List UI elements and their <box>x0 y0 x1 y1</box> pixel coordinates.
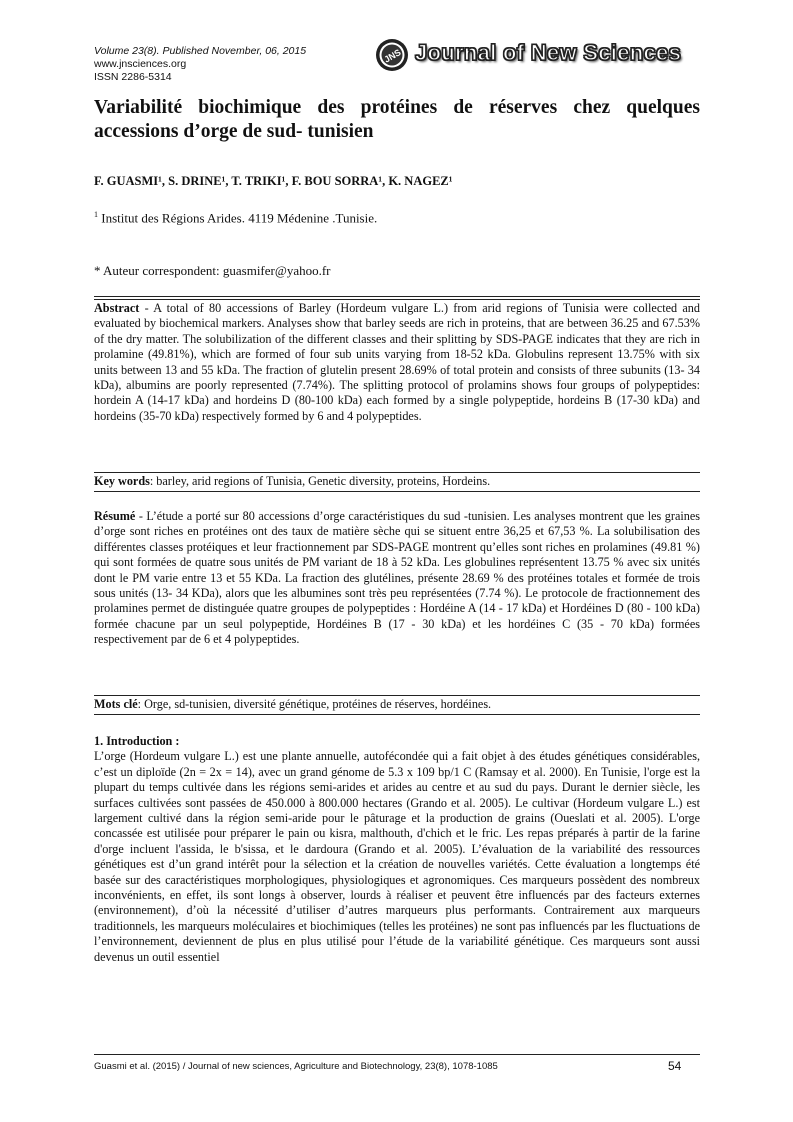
introduction-text: L’orge (Hordeum vulgare L.) est une plante annuelle, autofécondée qui a fait objet à des études génétiques considérables, c’est un diploïde (2n = 2x = 14), avec un grand génome de 5.3 x 109 bp/1 C (Ramsay et al. 2000). En Tunisie, l'orge est la plupart du temps cultivée dans les régions semi-arides et arides au centre et au sud du pays. Durant le dernier siècle, les surfaces cultivées sont passées de 450.000 à 800.000 hectares (Grando et al. 2005). Le cultivar (Hordeum vulgare L.) est largement cultivé dans la région semi-aride pour le pâturage et la production de grains (Oueslati et al. 2005). L'orge concassée est utilisée pour préparer le pain ou kisra, malthouth, d'chich et le fric. Les repas préparés à partir de la farine d'orge incluent l'assida, le b'sissa, et le dardoura (Grando et al. 2005). L’évaluation de la variabilité des ressources génétiques est d’un grand intérêt pour la sélection et la création de nouvelles variétés. Cette évaluation a longtemps été basée sur des caractéristiques morphologiques, physiologiques et agronomiques. Ces marqueurs possèdent des nombreux inconvénients, en effet, ils sont longs à observer, lourds à réaliser et peuvent être influencés par des facteurs externes (environnement), d’où la nécessité d’utiliser d’autres marqueurs plus performants. Contrairement aux marqueurs traditionnels, les marqueurs moléculaires et biochimiques (telles les protéines) ne sont pas influencés par les fluctuations de l’environnement, deviennent de plus en plus utilisé pour l’étude de la variabilité génétique. Ces marqueurs sont aussi devenus un outil essentiel <box>94 749 700 964</box>
abstract-keywords <box>94 474 700 489</box>
resume-keywords-rule <box>94 695 700 696</box>
mots-cle-label: Mots clé <box>94 697 138 711</box>
resume-text: - L’étude a porté sur 80 accessions d’orge caractéristiques du sud -tunisien. Les analyses montrent que les graines d’orge sont riches en protéines ont des taux de matière sèche qui se situent entre 36,25 et 67,53 %. La solubilisation des différentes classes protéiques et leur fractionnement par SDS-PAGE montrent qu’elles sont riches en prolamines (49.81 %) qui sont formées de quatre sous unités de PM variant de 18 à 52 kDa. Les globulines représentent 13.75 % avec six unités dont le PM varie entre 13 et 55 KDa. La fraction des glutélines, présente 28.69 % des protéines totales et formée de trois sous unités (13- 34 KDa), alors que les albumines sont très peu représentées (7.74 %). Le protocole de fractionnement des prolamines permet de distinguée quatre groupes de polypeptides : Hordéine A (14 - 17 kDa) et Hordéines D (80 - 100 kDa) formée chacune par un seul polypeptide, Hordéines B (17 - 30 kDa) et les hordéines C (35 - 70 kDa) formées respectivement par de 6 et 4 polypeptides. <box>94 509 700 647</box>
website: www.jnsciences.org <box>94 58 187 70</box>
mots-cle-text: : Orge, sd-tunisien, diversité génétique, protéines de réserves, hordéines. <box>137 697 492 711</box>
volume-info: Volume 23(8). Published November, 06, 2015 <box>94 45 307 57</box>
resume-keywords <box>94 697 700 712</box>
affiliation <box>94 210 377 226</box>
introduction-heading: 1. Introduction : <box>94 734 180 748</box>
keywords-text: : barley, arid regions of Tunisia, Genetic diversity, proteins, Hordeins. <box>149 474 491 488</box>
journal-logo <box>375 38 695 72</box>
authors: F. GUASMI¹, S. DRINE¹, T. TRIKI¹, F. BOU SORRA¹, K. NAGEZ¹ <box>94 174 453 188</box>
abstract-top-rule <box>94 296 700 297</box>
resume-paragraph <box>94 509 700 648</box>
logo-text: Journal of New Sciences <box>415 40 682 65</box>
abstract-text: - A total of 80 accessions of Barley (Hordeum vulgare L.) from arid regions of Tunisia were collected and evaluated by biochemical markers. Analyses show that barley seeds are rich in proteins, that are between 36.25 and 67.53% of the dry matter. The solubilization of the different classes and their splitting by SDS-PAGE indicates that they are rich in prolamine (49.81%), which are formed of four sub units varying from 18-52 kDa. Globulins represent 13.75% with six units between 13 and 55 kDa. The fraction of glutelin present 28.69% of total protein and consists of three subunits (13- 34 kDa), albumins are poorly represented (7.74%). The splitting protocol of prolamins shows four groups of polypeptides: hordein A (14-17 kDa) and hordeins D (80-100 kDa) each formed by a single polypeptide, hordeins B (17-30 kDa) and hordeins (35-70 kDa) respectively formed by 6 and 4 polypeptides. <box>94 301 700 423</box>
abstract-top-rule-2 <box>94 299 700 300</box>
resume-bottom-rule <box>94 714 700 715</box>
abstract-keywords-rule <box>94 472 700 473</box>
resume-label: Résumé <box>94 509 136 523</box>
abstract-paragraph <box>94 301 700 424</box>
introduction-section <box>94 734 700 965</box>
abstract-label: Abstract <box>94 301 140 315</box>
affiliation-mark: 1 <box>94 210 98 219</box>
logo-badge-text: JNS <box>382 47 403 65</box>
journal-header-meta <box>94 45 306 84</box>
page-number: 54 <box>668 1059 682 1073</box>
abstract-bottom-rule <box>94 491 700 492</box>
affiliation-text: Institut des Régions Arides. 4119 Médenine .Tunisie. <box>101 210 378 226</box>
footer-citation: Guasmi et al. (2015) / Journal of new sciences, Agriculture and Biotechnology, 23(8), 1078-1085 <box>94 1061 498 1072</box>
issn: ISSN 2286-5314 <box>94 71 172 83</box>
jns-badge-icon <box>375 38 409 72</box>
corresponding-author: * Auteur correspondent: guasmifer@yahoo.fr <box>94 263 331 278</box>
footer-rule <box>94 1054 700 1055</box>
keywords-label: Key words <box>94 474 150 488</box>
article-title: Variabilité biochimique des protéines de réserves chez quelques accessions d’orge de sud- tunisien <box>94 97 700 142</box>
